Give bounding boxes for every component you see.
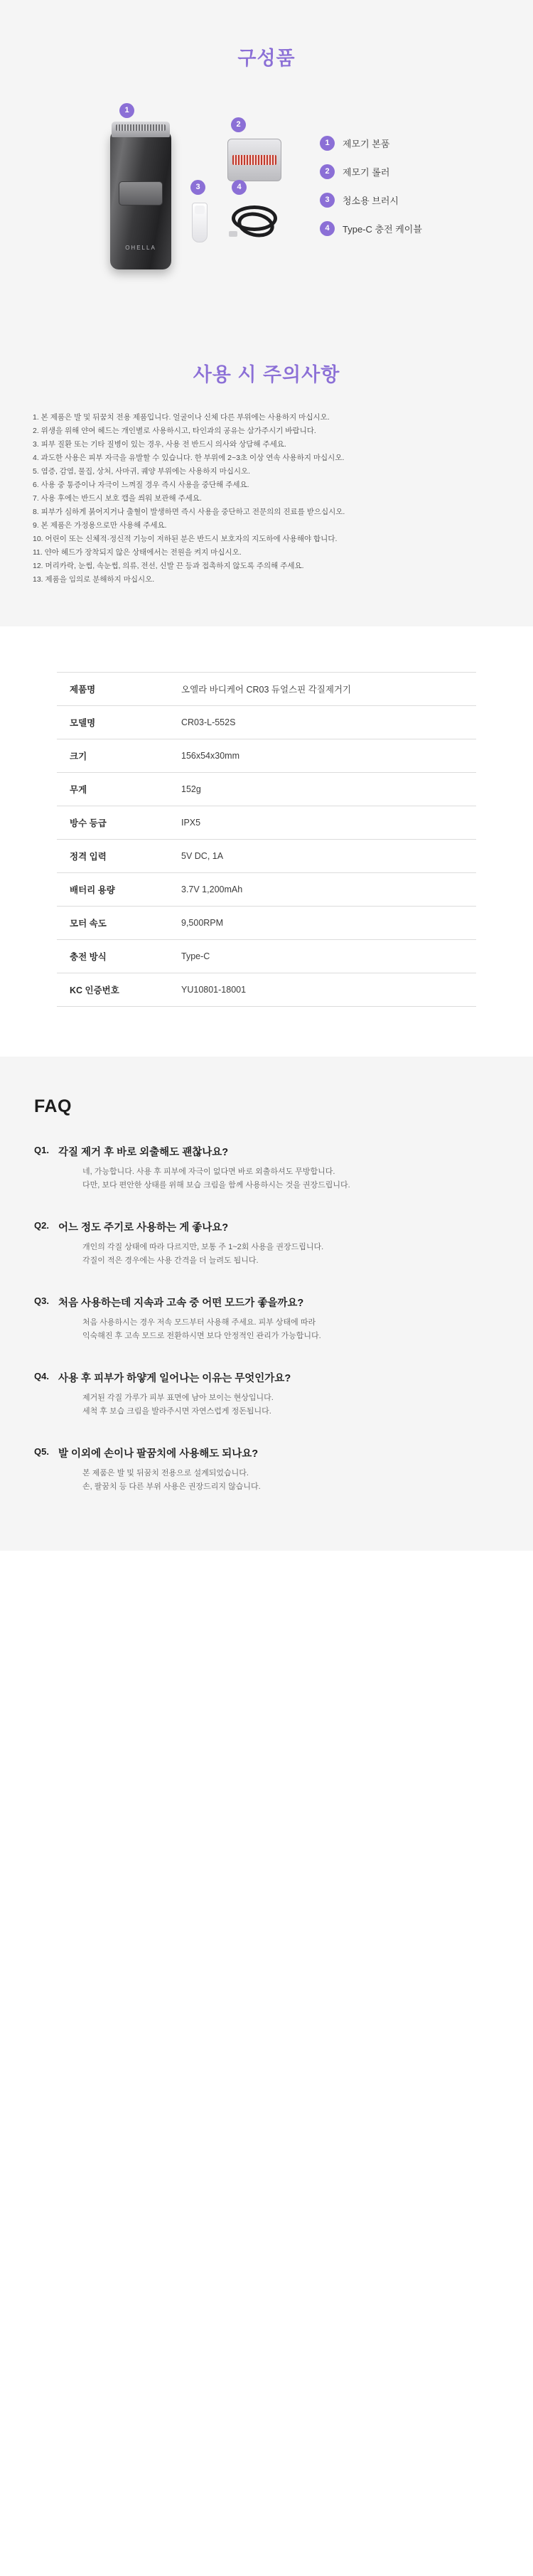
caution-item: 3. 피부 질환 또는 기타 질병이 있는 경우, 사용 전 반드시 의사와 상담해 주세요. <box>33 440 286 449</box>
cleaning-brush-image <box>192 203 208 242</box>
component-legend-item <box>320 164 422 179</box>
table-row <box>57 873 476 907</box>
spec-value: IPX5 <box>181 818 201 828</box>
legend-label-2: 제모기 롤러 <box>343 167 390 178</box>
faq-answer <box>82 1241 499 1268</box>
components-title: 구성품 <box>237 48 296 69</box>
table-row <box>57 940 476 973</box>
faq-answer-line: 개인의 각질 상태에 따라 다르지만, 보통 주 1~2회 사용을 권장드립니다. <box>82 1243 324 1251</box>
caution-item: 5. 염증, 감염, 물집, 상처, 사마귀, 궤양 부위에는 사용하지 마십시오. <box>33 467 251 476</box>
faq-question-row <box>34 1219 499 1234</box>
faq-question-text: 각질 제거 후 바로 외출해도 괜찮나요? <box>58 1147 229 1158</box>
spec-label: 무게 <box>70 785 87 795</box>
caution-item: 13. 제품을 임의로 분해하지 마십시오. <box>33 575 155 584</box>
spec-value: 3.7V 1,200mAh <box>181 885 243 894</box>
callout-badge-1: 1 <box>119 103 134 118</box>
faq-answer <box>82 1316 499 1343</box>
caution-section <box>0 352 533 626</box>
spec-label: 방수 등급 <box>70 818 107 828</box>
callout-badge-3: 3 <box>190 180 205 195</box>
spec-value: 152g <box>181 784 201 794</box>
cable-connector <box>229 231 237 237</box>
spec-value: YU10801-18001 <box>181 985 247 995</box>
faq-question-row <box>34 1370 499 1385</box>
spec-value: CR03-L-552S <box>181 717 236 727</box>
faq-item <box>34 1370 499 1418</box>
faq-answer-line: 제거된 각질 가루가 피부 표면에 남아 보이는 현상입니다. <box>82 1394 274 1402</box>
faq-item <box>34 1219 499 1268</box>
faq-item <box>34 1445 499 1494</box>
component-legend-item <box>320 221 422 236</box>
spec-label: 모터 속도 <box>70 919 107 929</box>
faq-question-number: Q1. <box>34 1145 49 1155</box>
faq-answer-line: 손, 팔꿈치 등 다른 부위 사용은 권장드리지 않습니다. <box>82 1482 261 1491</box>
callout-badge-4: 4 <box>232 180 247 195</box>
table-row <box>57 706 476 739</box>
caution-item: 11. 얀아 헤드가 장착되지 않은 상태에서는 전원을 켜지 마십시오. <box>33 548 242 557</box>
callout-badge-2: 2 <box>231 117 246 132</box>
device-control-panel <box>119 181 163 205</box>
faq-item <box>34 1295 499 1343</box>
roller-image <box>227 139 281 181</box>
legend-badge-4: 4 <box>320 221 335 236</box>
faq-answer <box>82 1165 499 1192</box>
faq-answer-line: 익숙해진 후 고속 모드로 전환하시면 보다 안정적인 관리가 가능합니다. <box>82 1332 321 1340</box>
legend-badge-1: 1 <box>320 136 335 151</box>
faq-section <box>0 1057 533 1551</box>
caution-item: 8. 피부가 심하게 붉어지거나 출혈이 발생하면 즉시 사용을 중단하고 전문의의 진료를 받으십시오. <box>33 508 345 516</box>
spec-label: 배터리 용량 <box>70 885 115 895</box>
faq-question-number: Q3. <box>34 1295 49 1306</box>
usb-c-cable-image <box>227 203 284 244</box>
caution-item: 10. 어린이 또는 신체적·정신적 기능이 저하된 분은 반드시 보호자의 지도하에 사용해야 합니다. <box>33 535 338 543</box>
caution-item: 2. 위생을 위해 얀여 헤드는 개인별로 사용하시고, 타인과의 공유는 삼가주시기 바랍니다. <box>33 427 316 435</box>
faq-answer-line: 처음 사용하시는 경우 저속 모드부터 사용해 주세요. 피부 상태에 따라 <box>82 1318 316 1327</box>
spec-label: 충전 방식 <box>70 952 107 962</box>
faq-answer-line: 네, 가능합니다. 사용 후 피부에 자극이 없다면 바로 외출하셔도 무방합니다. <box>82 1167 335 1176</box>
spec-value: 오엘라 바디케어 CR03 듀얼스핀 각질제거기 <box>181 685 352 695</box>
faq-question-text: 발 이외에 손이나 팔꿈치에 사용해도 되나요? <box>58 1448 259 1460</box>
faq-question-row <box>34 1445 499 1460</box>
faq-question-text: 처음 사용하는데 지속과 고속 중 어떤 모드가 좋을까요? <box>58 1298 304 1309</box>
faq-question-text: 사용 후 피부가 하얗게 일어나는 이유는 무엇인가요? <box>58 1373 291 1384</box>
faq-question-row <box>34 1295 499 1310</box>
faq-answer-line: 다만, 보다 편안한 상태를 위해 보습 크림을 함께 사용하시는 것을 권장드립니다. <box>82 1181 350 1190</box>
spec-value: 5V DC, 1A <box>181 851 224 861</box>
device-logo: OHELLA <box>125 245 156 251</box>
faq-question-text: 어느 정도 주기로 사용하는 게 좋나요? <box>58 1222 229 1234</box>
faq-answer-line: 본 제품은 발 및 뒤꿈치 전용으로 설계되었습니다. <box>82 1469 249 1477</box>
table-row <box>57 739 476 773</box>
caution-item: 9. 본 제품은 가정용으로만 사용해 주세요. <box>33 521 167 530</box>
spec-label: KC 인증번호 <box>70 985 119 995</box>
spec-value: 156x54x30mm <box>181 751 239 761</box>
components-legend <box>320 136 422 250</box>
device-body-image <box>110 130 171 269</box>
spec-section <box>0 626 533 1057</box>
components-section <box>0 0 533 352</box>
faq-answer <box>82 1467 499 1494</box>
caution-item: 7. 사용 후에는 반드시 보호 캡을 씌워 보관해 주세요. <box>33 494 202 503</box>
table-row <box>57 840 476 873</box>
faq-title: FAQ <box>34 1096 72 1116</box>
spec-table <box>57 672 476 1007</box>
caution-title: 사용 시 주의사항 <box>193 364 340 385</box>
component-legend-item <box>320 136 422 151</box>
table-row <box>57 907 476 940</box>
faq-answer <box>82 1391 499 1418</box>
components-illustration <box>0 96 533 309</box>
caution-item: 4. 과도한 사용은 피부 자극을 유발할 수 있습니다. 한 부위에 2~3초 이상 연속 사용하지 마십시오. <box>33 454 345 462</box>
table-row <box>57 806 476 840</box>
faq-answer-line: 세척 후 보습 크림을 발라주시면 자연스럽게 정돈됩니다. <box>82 1407 271 1416</box>
device-head-image <box>112 122 170 137</box>
spec-value: Type-C <box>181 951 210 961</box>
legend-badge-2: 2 <box>320 164 335 179</box>
spec-label: 크기 <box>70 752 87 761</box>
caution-item: 6. 사용 중 통증이나 자극이 느껴질 경우 즉시 사용을 중단해 주세요. <box>33 481 249 489</box>
caution-item: 12. 머리카락, 눈썹, 속눈썹, 의류, 전선, 신발 끈 등과 접촉하지 않도록 주의해 주세요. <box>33 562 304 570</box>
faq-answer-line: 각질이 적은 경우에는 사용 간격을 더 늘려도 됩니다. <box>82 1256 259 1265</box>
faq-question-number: Q5. <box>34 1446 49 1457</box>
spec-label: 모델명 <box>70 718 96 728</box>
spec-label: 정격 입력 <box>70 852 107 862</box>
faq-question-number: Q2. <box>34 1220 49 1231</box>
component-legend-item <box>320 193 422 208</box>
caution-list <box>33 411 502 587</box>
table-row <box>57 673 476 706</box>
faq-question-row <box>34 1144 499 1159</box>
spec-label: 제품명 <box>70 685 96 695</box>
legend-label-4: Type-C 충전 케이블 <box>343 224 422 235</box>
legend-label-1: 제모기 본품 <box>343 139 390 149</box>
table-row <box>57 973 476 1007</box>
table-row <box>57 773 476 806</box>
spec-value: 9,500RPM <box>181 918 224 928</box>
caution-item: 1. 본 제품은 발 및 뒤꿈치 전용 제품입니다. 얼굴이나 신체 다른 부위에는 사용하지 마십시오. <box>33 413 330 422</box>
legend-badge-3: 3 <box>320 193 335 208</box>
faq-item <box>34 1144 499 1192</box>
faq-question-number: Q4. <box>34 1371 49 1381</box>
legend-label-3: 청소용 브러시 <box>343 196 399 206</box>
